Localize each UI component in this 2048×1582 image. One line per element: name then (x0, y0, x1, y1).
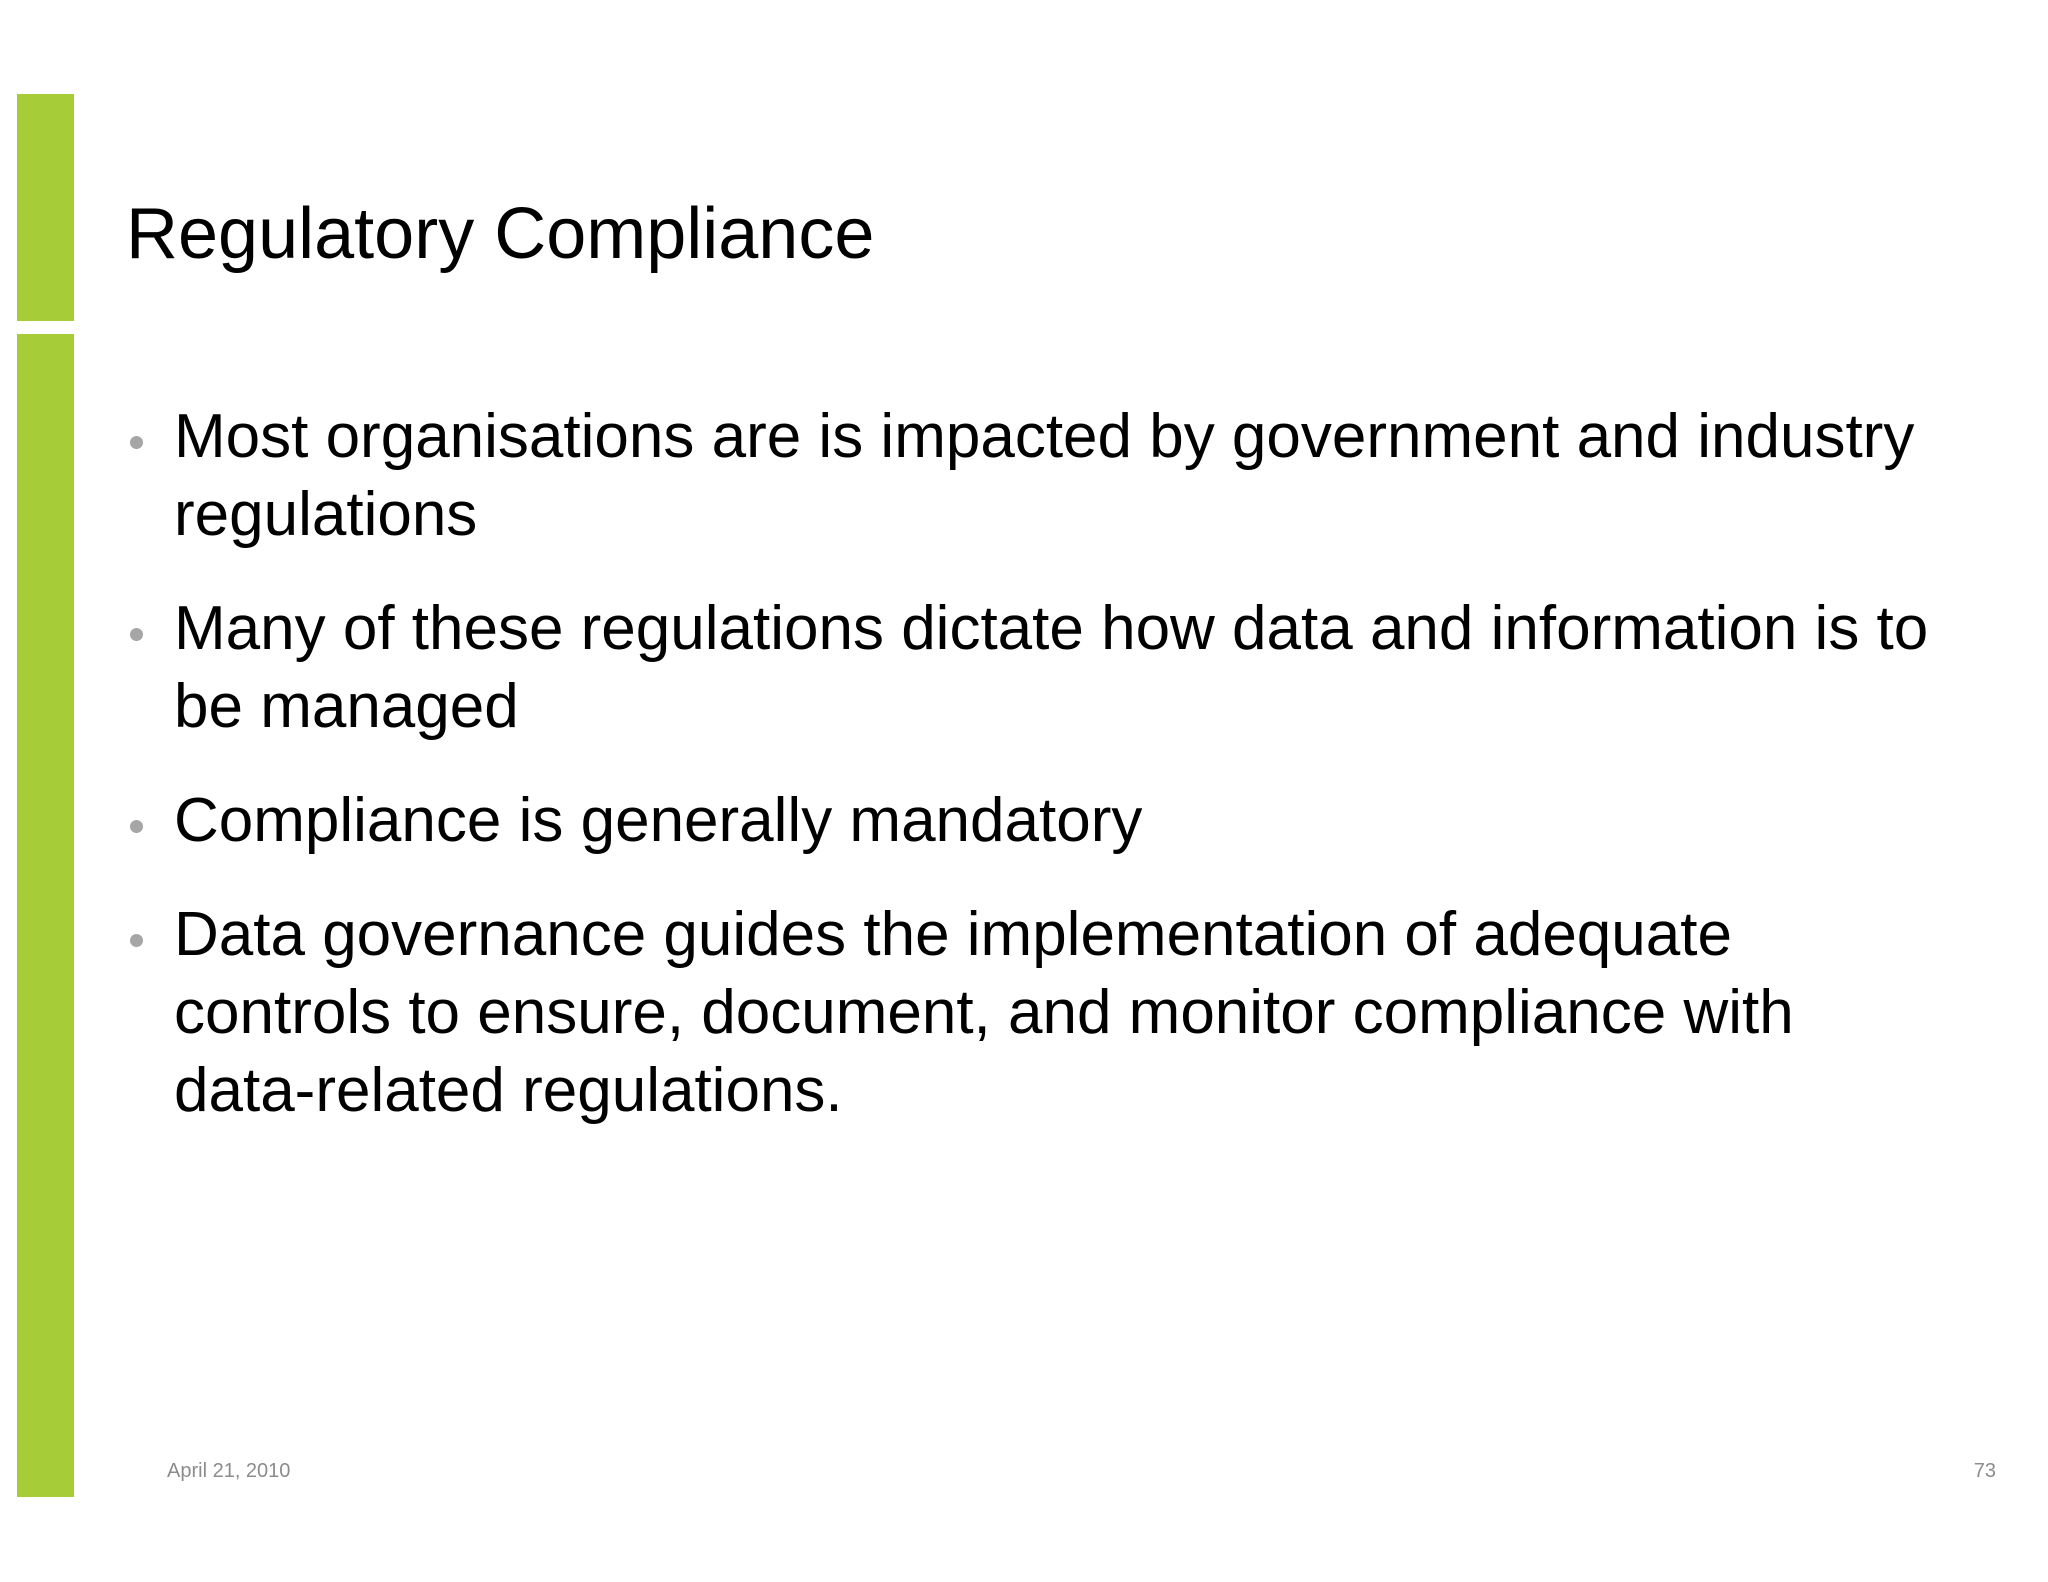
slide-title: Regulatory Compliance (126, 194, 875, 274)
bullet-text: Most organisations are is impacted by government and industry regulations (174, 402, 1915, 549)
bullet-dot-icon (130, 934, 143, 947)
bullet-dot-icon (130, 820, 143, 833)
bullet-item (126, 590, 1946, 746)
bullet-list (126, 398, 1946, 1166)
bullet-dot-icon (130, 436, 143, 449)
accent-bar-top (17, 94, 74, 321)
bullet-text: Many of these regulations dictate how data and information is to be managed (174, 594, 1929, 741)
bullet-item (126, 398, 1946, 554)
bullet-text: Data governance guides the implementation of adequate controls to ensure, document, and monitor compliance with data-related regulations. (174, 900, 1794, 1125)
accent-bar-bottom (17, 334, 74, 1497)
bullet-dot-icon (130, 628, 143, 641)
bullet-item (126, 896, 1946, 1130)
bullet-text: Compliance is generally mandatory (174, 786, 1143, 855)
footer-page-number: 73 (1973, 1460, 1996, 1482)
bullet-item (126, 782, 1946, 860)
footer-date: April 21, 2010 (167, 1460, 291, 1482)
